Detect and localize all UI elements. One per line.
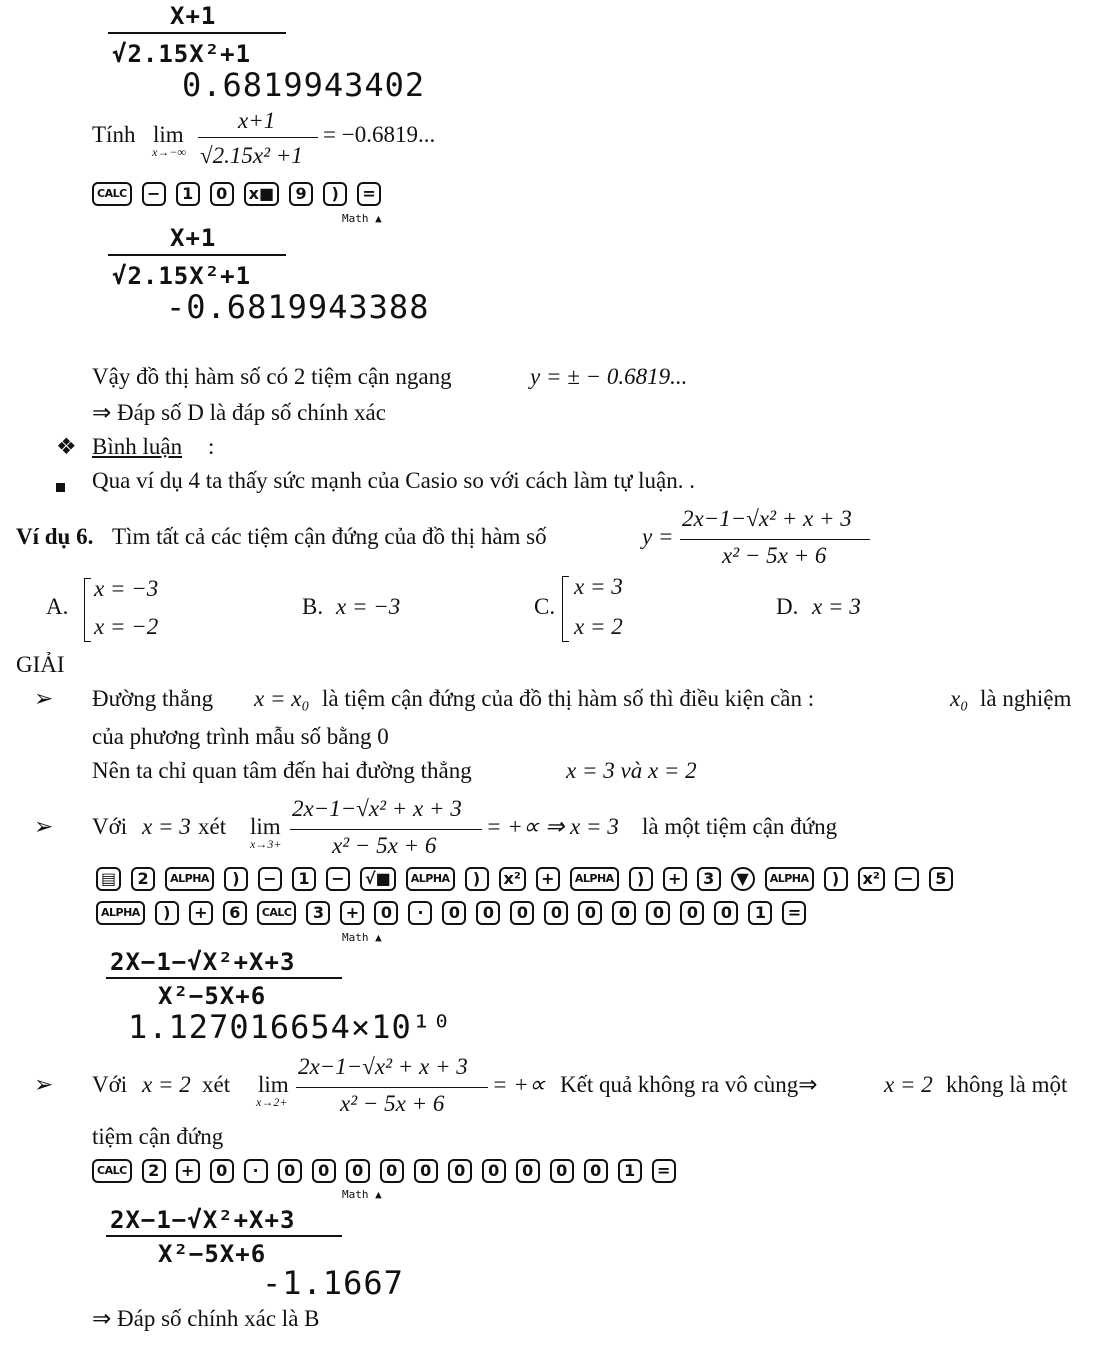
digit-key[interactable]: 0 <box>714 901 738 925</box>
fraction-key[interactable]: ▤ <box>96 867 121 891</box>
digit-key[interactable]: 2 <box>131 867 155 891</box>
step2-prefix: Tính <box>92 122 136 147</box>
digit-key[interactable]: 0 <box>346 1159 370 1183</box>
alpha-key[interactable]: ALPHA <box>165 867 214 891</box>
digit-key[interactable]: 1 <box>292 867 316 891</box>
calc4-fraction-bar <box>106 1235 342 1237</box>
comment-text: Qua ví dụ 4 ta thấy sức mạnh của Casio so với cách làm tự luận. . <box>92 468 696 493</box>
p3-den: x² − 5x + 6 <box>340 1091 445 1116</box>
example6-func-bar <box>680 539 870 540</box>
keys2-row1 <box>96 867 963 891</box>
option-b-value: x = −3 <box>336 594 401 619</box>
option-c-line2: x = 2 <box>574 614 623 639</box>
digit-key[interactable]: 5 <box>929 867 953 891</box>
digit-key[interactable]: 0 <box>584 1159 608 1183</box>
p1-line2: của phương trình mẫu số bằng 0 <box>92 724 389 749</box>
paren-key[interactable]: ) <box>824 867 848 891</box>
digit-key[interactable]: 0 <box>442 901 466 925</box>
calc2-result: -0.6819943388 <box>166 288 430 326</box>
calc2-numerator: X+1 <box>170 224 217 252</box>
step2-lim: lim <box>153 122 184 147</box>
step2-frac-den: √2.15x² +1 <box>200 143 303 168</box>
digit-key[interactable]: 0 <box>210 1159 234 1183</box>
digit-key[interactable]: 9 <box>289 182 313 206</box>
decimal-key[interactable]: · <box>408 901 432 925</box>
calc-key[interactable]: CALC <box>92 182 132 206</box>
p2-num: 2x−1−√x² + x + 3 <box>292 796 462 821</box>
option-a-line1: x = −3 <box>94 576 159 601</box>
conclusion-math: y = ± − 0.6819... <box>530 364 688 389</box>
digit-key[interactable]: 0 <box>680 901 704 925</box>
p2-frac-bar <box>290 829 482 830</box>
calc-key[interactable]: CALC <box>257 901 297 925</box>
paren-key[interactable]: ) <box>465 867 489 891</box>
conclusion-line1: Vậy đồ thị hàm số có 2 tiệm cận ngang <box>92 364 452 389</box>
p3-d: Kết quả không ra vô cùng⇒ <box>560 1072 818 1097</box>
p2-lim: lim <box>250 814 281 839</box>
paren-key[interactable]: ) <box>224 867 248 891</box>
p3-c: = +∝ <box>492 1072 546 1097</box>
p3-line2: tiệm cận đứng <box>92 1124 224 1149</box>
digit-key[interactable]: 0 <box>476 901 500 925</box>
comment-colon: : <box>208 434 215 459</box>
arrow-bullet-icon: ➢ <box>34 686 54 711</box>
p1-line1b: là tiệm cận đứng của đồ thị hàm số thì điều kiện cần : <box>322 686 815 711</box>
p2-den: x² − 5x + 6 <box>332 833 437 858</box>
example6-func-den: x² − 5x + 6 <box>722 543 827 568</box>
digit-key[interactable]: 1 <box>748 901 772 925</box>
step2-equals: = −0.6819... <box>323 122 436 147</box>
keys2-row2 <box>96 901 816 925</box>
calc3-denominator: X²−5X+6 <box>158 982 267 1010</box>
option-a-bracket <box>84 578 91 642</box>
p3-frac-bar <box>296 1087 488 1088</box>
digit-key[interactable]: 0 <box>380 1159 404 1183</box>
digit-key[interactable]: 0 <box>312 1159 336 1183</box>
calc3-fraction-bar <box>106 977 342 979</box>
plus-key[interactable]: + <box>189 901 213 925</box>
digit-key[interactable]: 0 <box>448 1159 472 1183</box>
calc4-result: -1.1667 <box>262 1264 404 1302</box>
conclusion-line2: ⇒ Đáp số D là đáp số chính xác <box>92 400 386 425</box>
minus-key[interactable]: − <box>326 867 350 891</box>
arrow-bullet-icon: ➢ <box>34 814 54 839</box>
alpha-key[interactable]: ALPHA <box>570 867 619 891</box>
digit-key[interactable]: 0 <box>482 1159 506 1183</box>
digit-key[interactable]: 6 <box>223 901 247 925</box>
calc2-indicator: Math ▲ <box>342 212 382 225</box>
digit-key[interactable]: 0 <box>578 901 602 925</box>
option-d-value: x = 3 <box>812 594 861 619</box>
minus-key[interactable]: − <box>895 867 919 891</box>
digit-key[interactable]: 0 <box>550 1159 574 1183</box>
solution-heading: GIẢI <box>16 652 65 677</box>
example6-func-num: 2x−1−√x² + x + 3 <box>682 506 852 531</box>
option-d-label: D. <box>776 594 799 619</box>
digit-key[interactable]: 0 <box>278 1159 302 1183</box>
calc1-numerator: X+1 <box>170 2 217 30</box>
alpha-key[interactable]: ALPHA <box>96 901 145 925</box>
down-arrow-key[interactable]: ▼ <box>731 867 755 891</box>
p3-num: 2x−1−√x² + x + 3 <box>298 1054 468 1079</box>
option-c-line1: x = 3 <box>574 574 623 599</box>
p1-line3a: Nên ta chỉ quan tâm đến hai đường thẳng <box>92 758 472 783</box>
diamond-bullet-icon: ❖ <box>56 434 77 459</box>
square-key[interactable]: x² <box>499 867 526 891</box>
option-b-label: B. <box>302 594 324 619</box>
p3-lim: lim <box>258 1072 289 1097</box>
calc3-result: 1.127016654×10¹⁰ <box>128 1008 453 1046</box>
p1-line3-math: x = 3 và x = 2 <box>566 758 697 783</box>
step2-frac-bar <box>198 137 318 138</box>
plus-key[interactable]: + <box>340 901 364 925</box>
digit-key[interactable]: 0 <box>510 901 534 925</box>
digit-key[interactable]: 0 <box>414 1159 438 1183</box>
option-c-bracket <box>562 576 569 642</box>
digit-key[interactable]: 0 <box>210 182 234 206</box>
p2-d: là một tiệm cận đứng <box>642 814 838 839</box>
calc2-denominator: √2.15X²+1 <box>112 262 252 290</box>
keys1-row <box>92 182 391 206</box>
p3-math2: x = 2 <box>884 1072 933 1097</box>
calc4-numerator: 2X−1−√X²+X+3 <box>110 1206 296 1234</box>
digit-key[interactable]: 0 <box>516 1159 540 1183</box>
comment-title: Bình luận <box>92 434 183 459</box>
example6-func-y: y = <box>642 524 674 549</box>
paren-key[interactable]: ) <box>155 901 179 925</box>
minus-key[interactable]: − <box>142 182 166 206</box>
equals-key[interactable]: = <box>357 182 381 206</box>
plus-key[interactable]: + <box>663 867 687 891</box>
arrow-bullet-icon: ➢ <box>34 1072 54 1097</box>
step2-frac-num: x+1 <box>238 108 276 133</box>
option-c-label: C. <box>534 594 556 619</box>
p1-math1: x = x₀ <box>254 686 310 711</box>
final-answer: ⇒ Đáp số chính xác là B <box>92 1306 320 1331</box>
p2-b: xét <box>198 814 227 839</box>
p3-lim-sub: x→2+ <box>256 1095 288 1109</box>
digit-key[interactable]: 3 <box>306 901 330 925</box>
digit-key[interactable]: 0 <box>612 901 636 925</box>
square-key[interactable]: x² <box>858 867 885 891</box>
calc2-fraction-bar <box>108 254 286 256</box>
equals-key[interactable]: = <box>782 901 806 925</box>
step2-lim-sub: x→−∞ <box>152 145 186 159</box>
calc-key[interactable]: CALC <box>92 1159 132 1183</box>
p2-math: x = 3 <box>142 814 191 839</box>
alpha-key[interactable]: ALPHA <box>406 867 455 891</box>
plus-key[interactable]: + <box>536 867 560 891</box>
digit-key[interactable]: 0 <box>374 901 398 925</box>
digit-key[interactable]: 1 <box>618 1159 642 1183</box>
square-bullet-icon <box>56 477 65 496</box>
p2-a: Với <box>92 814 128 839</box>
alpha-key[interactable]: ALPHA <box>765 867 814 891</box>
p1-math2: x₀ <box>950 686 969 711</box>
digit-key[interactable]: 0 <box>544 901 568 925</box>
calc3-indicator: Math ▲ <box>342 931 382 944</box>
p1-line1a: Đường thẳng <box>92 686 214 711</box>
digit-key[interactable]: 1 <box>176 182 200 206</box>
p3-e: không là một <box>946 1072 1068 1097</box>
calc1-denominator: √2.15X²+1 <box>112 40 252 68</box>
p2-lim-sub: x→3+ <box>250 837 282 851</box>
digit-key[interactable]: 3 <box>697 867 721 891</box>
sqrt-key[interactable]: √■ <box>360 867 396 891</box>
p3-a: Với <box>92 1072 128 1097</box>
power-key[interactable]: x■ <box>244 182 279 206</box>
decimal-key[interactable]: · <box>244 1159 268 1183</box>
plus-key[interactable]: + <box>176 1159 200 1183</box>
calc4-indicator: Math ▲ <box>342 1188 382 1201</box>
p3-b: xét <box>202 1072 231 1097</box>
p1-line1c: là nghiệm <box>980 686 1072 711</box>
calc3-numerator: 2X−1−√X²+X+3 <box>110 948 296 976</box>
option-a-line2: x = −2 <box>94 614 159 639</box>
paren-key[interactable]: ) <box>629 867 653 891</box>
keys3-row <box>92 1159 686 1183</box>
calc4-denominator: X²−5X+6 <box>158 1240 267 1268</box>
digit-key[interactable]: 0 <box>646 901 670 925</box>
calc1-fraction-bar <box>108 32 286 34</box>
minus-key[interactable]: − <box>258 867 282 891</box>
example6-label: Ví dụ 6. <box>16 524 94 549</box>
option-a-label: A. <box>46 594 69 619</box>
digit-key[interactable]: 2 <box>142 1159 166 1183</box>
p2-c: = +∝ ⇒ x = 3 <box>486 814 619 839</box>
example6-question: Tìm tất cả các tiệm cận đứng của đồ thị hàm số <box>112 524 547 549</box>
paren-key[interactable]: ) <box>323 182 347 206</box>
equals-key[interactable]: = <box>652 1159 676 1183</box>
p3-math: x = 2 <box>142 1072 191 1097</box>
calc1-result: 0.6819943402 <box>182 66 426 104</box>
